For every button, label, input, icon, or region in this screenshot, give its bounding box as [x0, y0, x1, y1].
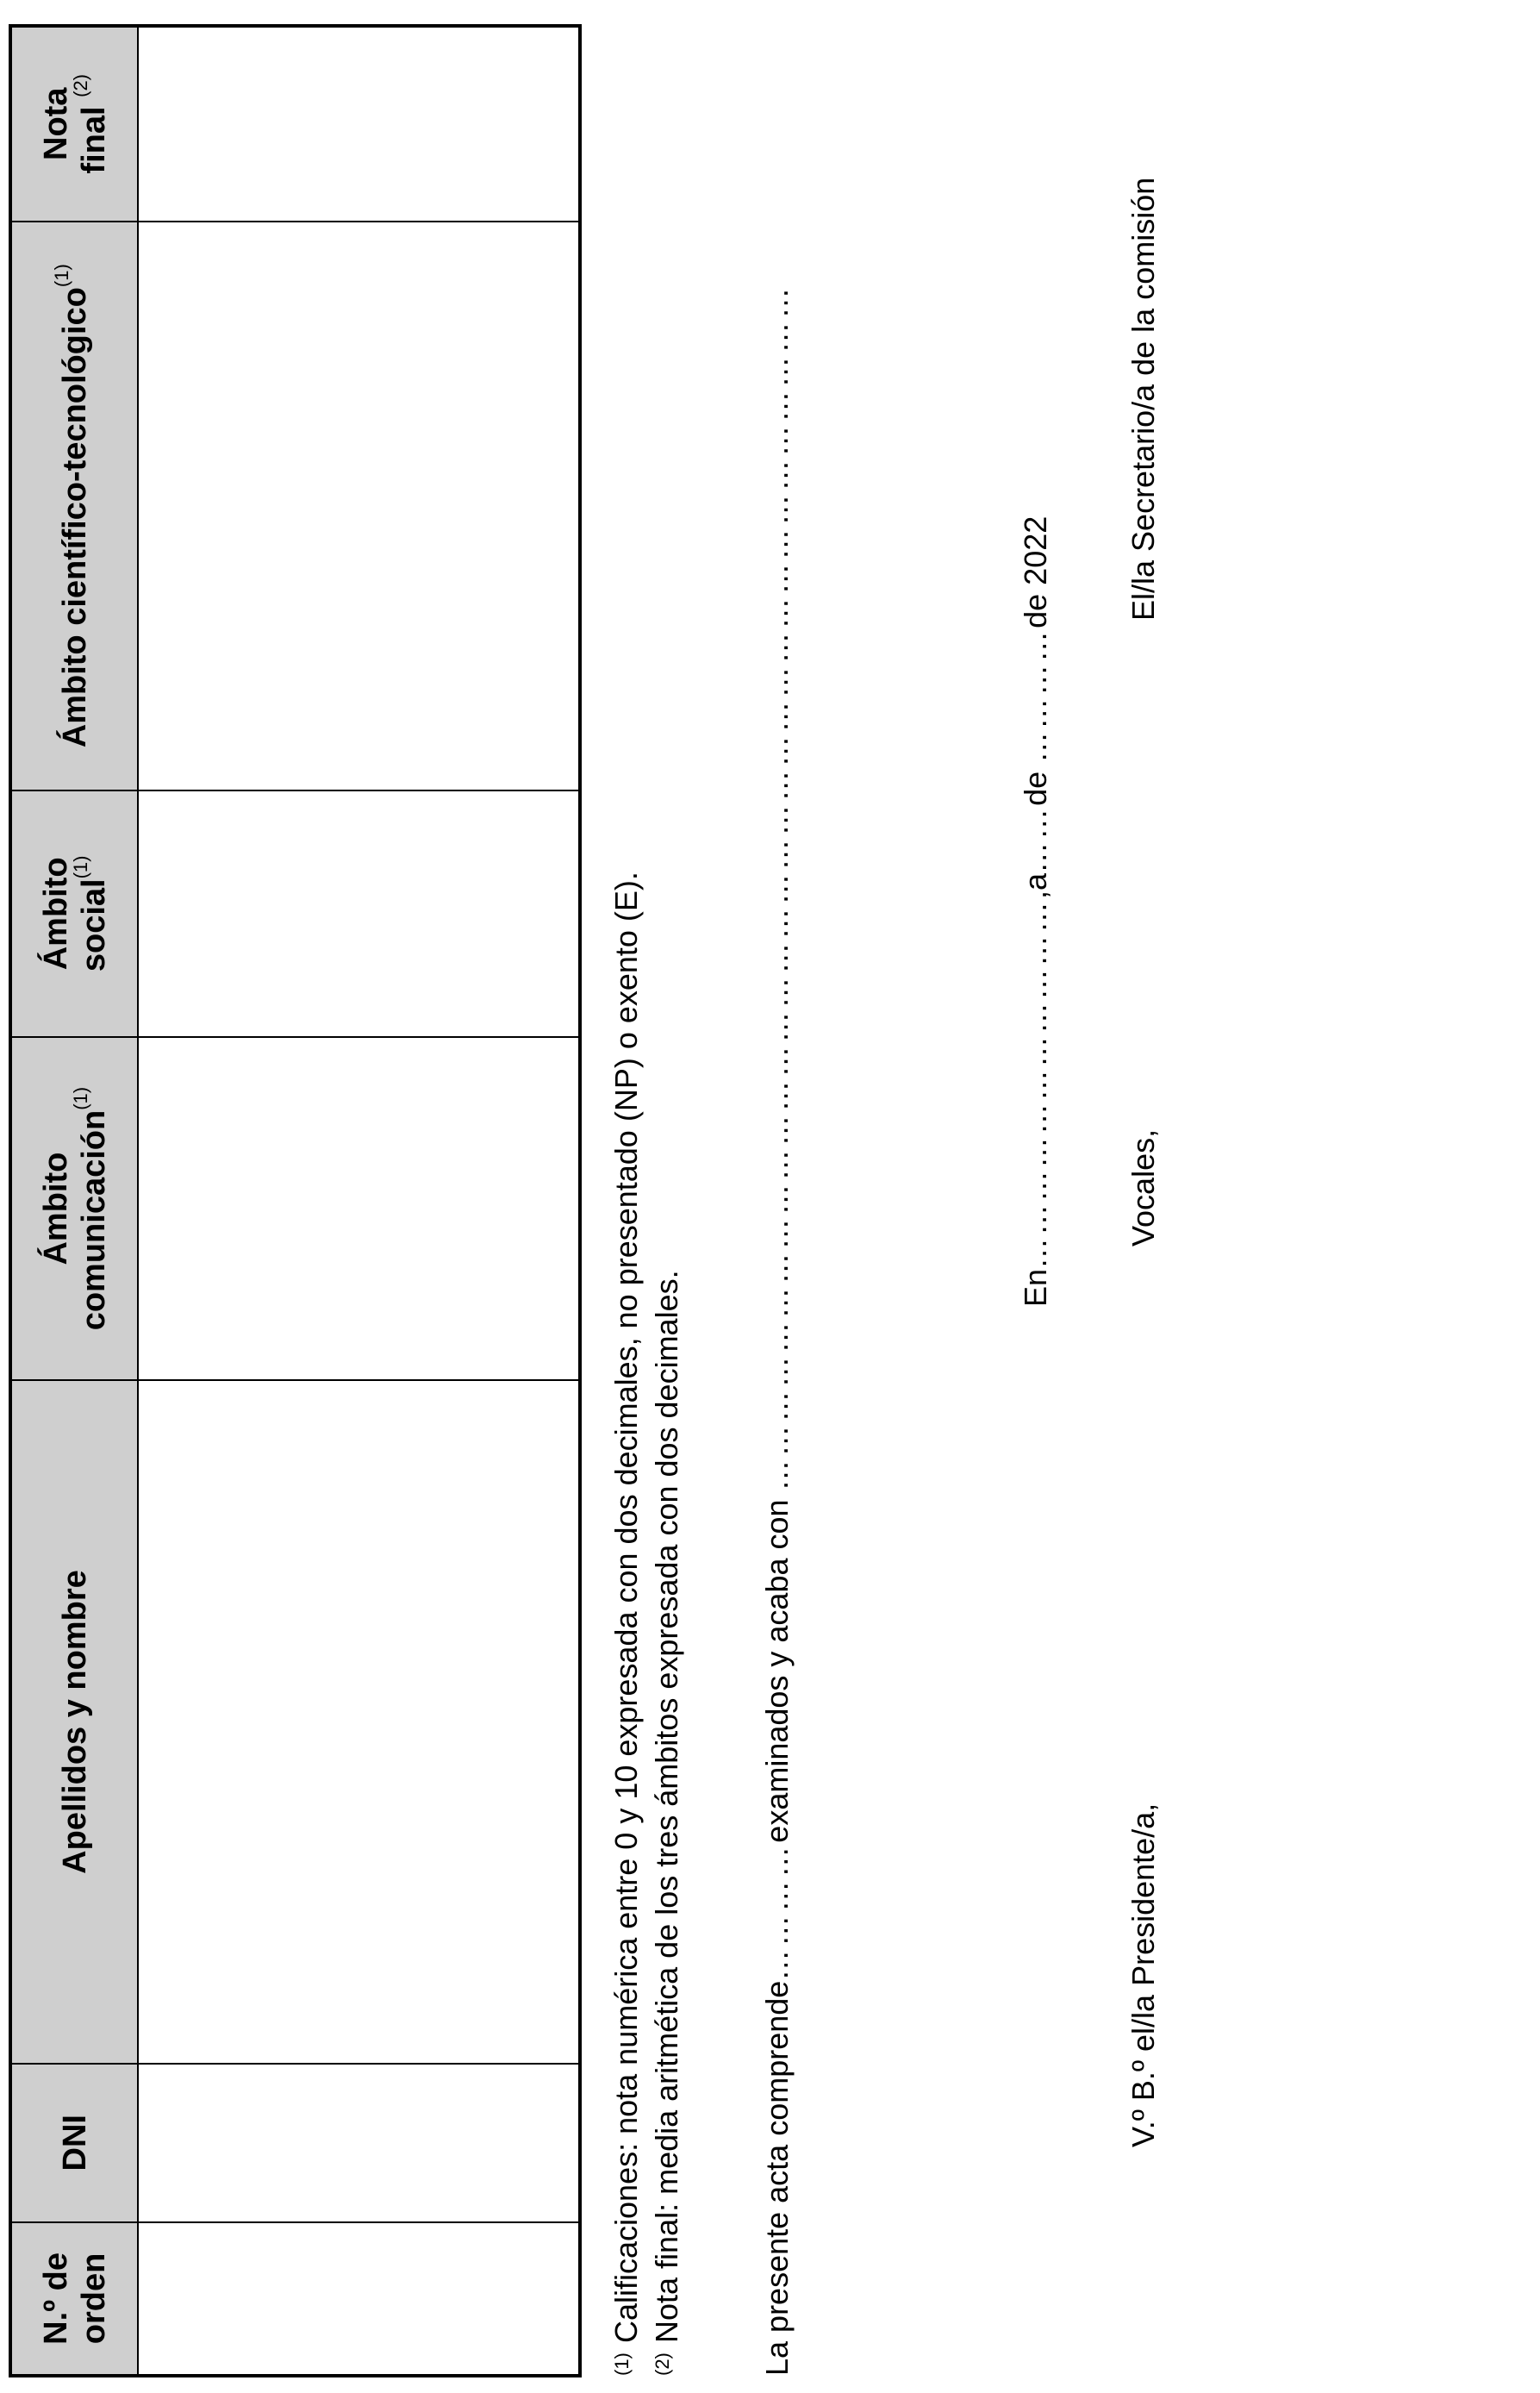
header-full-name: Apellidos y nombre — [11, 1380, 138, 2063]
footnote-text: Calificaciones: nota numérica entre 0 y 10 expresada con dos decimales, no presentado (NP) o exento (E). — [608, 872, 644, 2343]
footnote-marker: (2) — [652, 2352, 673, 2376]
vocales-signature-label: Vocales, — [1125, 1128, 1161, 1246]
table-row — [138, 27, 579, 2375]
cell-science-technology-area[interactable] — [138, 222, 579, 790]
header-communication-area: Ámbito comunicación$^{(1)}$ — [11, 1037, 138, 1381]
footnote-1 — [608, 872, 650, 2376]
place-date-line: En……………………………,a……de …………de 2022 — [1018, 515, 1053, 1307]
last-candidate-blank[interactable]: …………………………………………………………………………………………… — [759, 284, 795, 1491]
footnote-marker: (1) — [611, 2352, 633, 2376]
acta-summary-line: La presente acta comprende…………examinados y acaba con …………………………………………………………………………………………… — [759, 284, 795, 2376]
header-dni: DNI — [11, 2064, 138, 2222]
president-signature-label: V.º B.º el/la Presidente/a, — [1125, 1803, 1161, 2147]
day-blank[interactable]: …… — [1018, 805, 1053, 873]
footnote-2 — [648, 1270, 690, 2376]
table-header-row — [11, 27, 138, 2375]
header-science-technology-area: Ámbito científico-tecnológico$^{(1)}$ — [11, 222, 138, 790]
cell-social-area[interactable] — [138, 790, 579, 1037]
place-blank[interactable]: …………………………… — [1018, 898, 1053, 1269]
cell-final-grade[interactable] — [138, 27, 579, 222]
cell-dni[interactable] — [138, 2064, 579, 2222]
footnote-text: Nota final: media aritmética de los tres ámbitos expresada con dos decimales. — [649, 1270, 684, 2343]
grades-table — [9, 24, 582, 2377]
examined-count-blank[interactable]: ………… — [759, 1842, 795, 1981]
secretary-signature-label: El/la Secretario/a de la comisión — [1125, 177, 1161, 621]
header-social-area: Ámbito social$^{(1)}$ — [11, 790, 138, 1037]
header-final-grade: Nota final $^{(2)}$ — [11, 27, 138, 222]
cell-order-number[interactable] — [138, 2222, 579, 2375]
cell-full-name[interactable] — [138, 1380, 579, 2063]
header-order-number: N.º de orden — [11, 2222, 138, 2375]
month-blank[interactable]: ………… — [1018, 628, 1053, 763]
cell-communication-area[interactable] — [138, 1037, 579, 1381]
